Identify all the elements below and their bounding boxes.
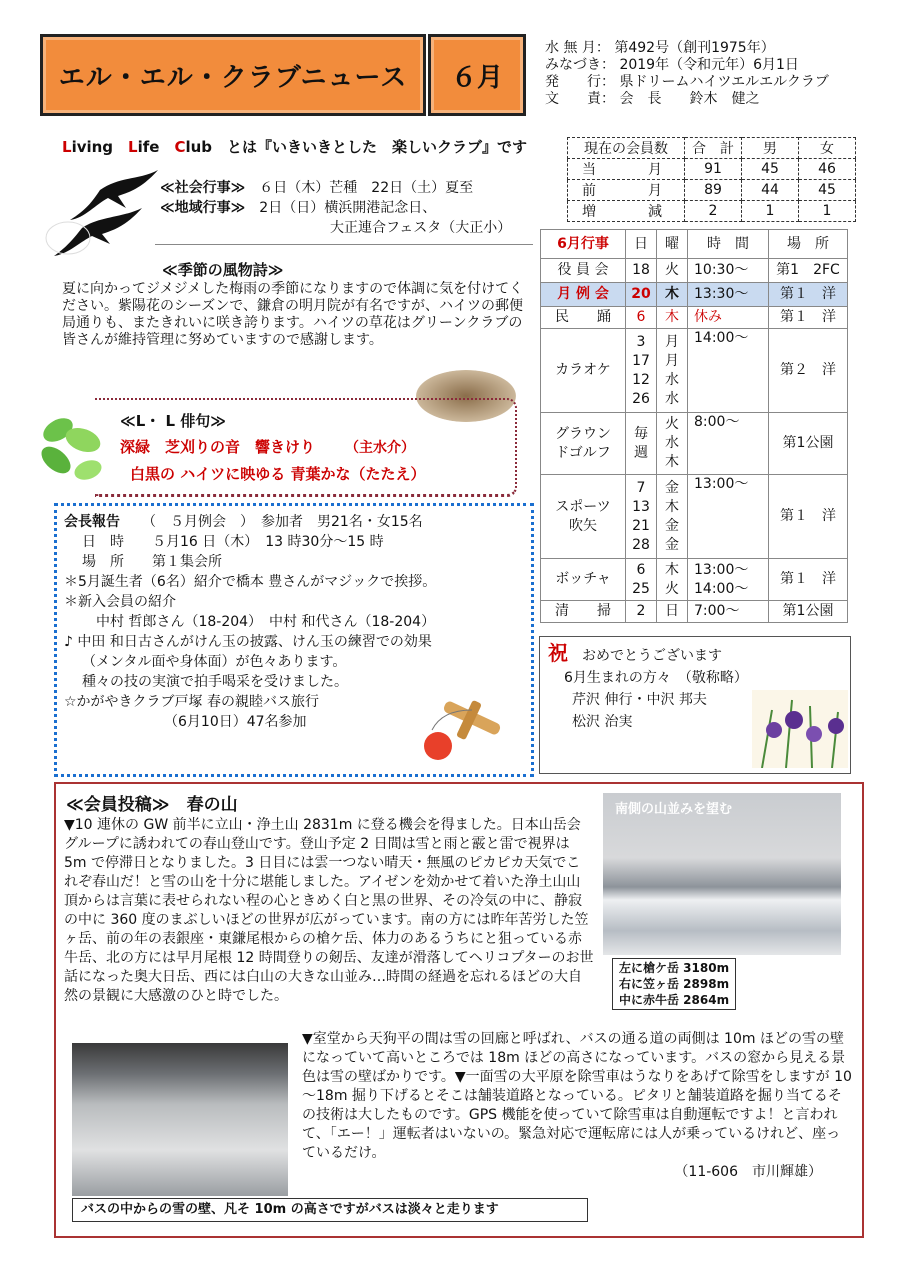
birthday-section: 祝 おめでとうございます 6月生まれの方々 （敬称略） 芹沢 伸行・中沢 邦夫 松沢 治実	[548, 641, 748, 730]
kendama-icon	[412, 690, 512, 766]
issue-number: 水 無 月： 第492号（創刊1975年）	[545, 40, 775, 56]
issue-date: みなづき： 2019年（令和元年）6月1日	[545, 57, 799, 73]
issue-info	[545, 40, 829, 108]
issue-editor: 文 責： 会 長 鈴木 健之	[545, 91, 760, 107]
member-count-table	[567, 137, 856, 222]
post-title: ≪会員投稿≫ 春の山	[66, 795, 238, 815]
table-row: 民 踊 6 木 休み 第１ 洋	[541, 307, 848, 329]
mountain-photo	[603, 793, 841, 955]
table-row: 6月行事 日 曜 時 間 場 所	[541, 230, 848, 259]
table-row: 月 例 会 20 木 13:30～ 第１ 洋	[541, 283, 848, 307]
divider	[155, 244, 533, 245]
table-row: グラウン ドゴルフ 毎 週 火 水 木 8:00～ 第1公園	[541, 413, 848, 475]
swallow-icon	[30, 168, 160, 263]
issue-publisher: 発 行： 県ドリームハイツエルエルクラブ	[545, 74, 829, 90]
table-row: 当 月 91 45 46	[568, 159, 856, 180]
table-row: 現在の会員数 合 計 男 女	[568, 138, 856, 159]
post-paragraph-2: ▼室堂から天狗平の間は雪の回廊と呼ばれ、バスの通る道の両側は 10m ほどの雪の壁になっていて高いところでは 18m ほどの高さになっています。バスの窓から見える景色は雪の壁ばかりです。▼一面雪の大平原を除雪車はうなりをあげて除雪をしますが 10～18m 掘り下げるとそこは舗装道路となっている。ピタリと舗装道路を掘り当てるその技術は大したものです。GPS 機能を使っていて除雪車は自動運転ですよ！と言われて、「エー！」運転者はいないの。緊急対応で運転席には人が乗っているけれど、座っているだけ。 （11-606 市川輝雄）	[302, 1031, 852, 1180]
season-title: ≪季節の風物詩≫	[162, 261, 284, 279]
iris-icon	[752, 690, 848, 768]
club-tagline: Living Life Club とは『いきいきとした 楽しいクラブ』です	[62, 138, 528, 156]
photo-caption: 南側の山並みを望む	[615, 802, 733, 817]
post-paragraph-1: ▼10 連休の GW 前半に立山・浄土山 2831m に登る機会を得ました。日本山岳会グループに誘われての春山登山です。登山予定 2 日間は雪と雨と霰と雷で視界は 5m で停滞日となりました。3 日目には雲一つない晴天・無風のピカピカ天気でこれぞ春山だ！と雪の山を十分に堪能しました。アイゼンを効かせて着いた浄土山山頂からは言葉に表せられない程の心ときめく白と黒の世界、その冷気の中に、静寂の中に 360 度のまぶしいほどの世界が広がっています。南の方には昨年苦労した笠ヶ岳、前の年の表銀座・東鎌尾根からの槍ケ岳、体力のあるうちにと狙っている赤牛岳、北の方には早月尾根 12 時間登りの剱岳、友達が滑落してヘリコプターのお世話になった奥大日岳、西には白山の大きな山並み…時間の経過を忘れるほどの大自然の景観に大感激のひと時でした。	[64, 817, 594, 1004]
haiku-section: ≪L・ L 俳句≫ 深緑 芝刈りの音 響きけり （主水介） 白黒の ハイツに映ゆる 青葉かな（たたえ）	[120, 408, 425, 487]
season-section	[62, 262, 532, 349]
peaks-legend: 左に槍ケ岳 3180m 右に笠ヶ岳 2898m 中に赤牛岳 2864m	[612, 958, 736, 1010]
haiku-2: 白黒の ハイツに映ゆる 青葉かな（たたえ）	[130, 465, 426, 483]
table-row: カラオケ 3 17 12 26 月 月 水 水 14:00～ 第２ 洋	[541, 329, 848, 413]
table-row: 役 員 会 18 火 10:30～ 第1 2FC	[541, 259, 848, 283]
table-row: 前 月 89 44 45	[568, 180, 856, 201]
haiku-title: ≪L・ L 俳句≫	[120, 412, 226, 430]
post-author: （11-606 市川輝雄）	[674, 1164, 822, 1180]
bus-photo-caption: バスの中からの雪の壁、凡そ 10m の高さですがバスは淡々と走ります	[72, 1198, 588, 1222]
events-section: ≪社会行事≫ ６日（木）芒種 22日（土）夏至 ≪地域行事≫ 2日（日）横浜開港記念日、 大正連合フェスタ（大正小）	[160, 180, 512, 236]
haiku-1: 深緑 芝刈りの音 響きけり	[120, 438, 316, 456]
table-row: 清 掃 2 日 7:00～ 第1公園	[541, 601, 848, 623]
table-row: スポーツ 吹矢 7 13 21 28 金 木 金 金 13:00～ 第１ 洋	[541, 475, 848, 559]
newsletter-title: エル・エル・クラブニュース	[40, 34, 426, 116]
season-text: 夏に向かってジメジメした梅雨の季節になりますので体調に気を付けてください。紫陽花のシーズンで、鎌倉の明月院が有名ですが、ハイツの郵便局通りも、またきれいに咲き誇ります。ハイツの草花はグリーンクラブの皆さんが維持管理に努めていますので感謝します。	[62, 281, 524, 348]
president-report: 会長報告 （ ５月例会 ） 参加者 男21名・女15名 日 時 ５月16 日（木） 13 時30分～15 時 場 所 第１集会所 ＊5月誕生者（6名）紹介で橋本 豊さんがマジックで挨拶。 ＊新入会員の紹介 中村 哲郎さん（18-204） 中村 和代さん（18-204） ♪ 中田 和日古さんがけん玉の披露、けん玉の練習での効果 （メンタル面や身体面）が色々あります。 種々の技の実演で拍手喝采を受けました。 ☆かがやきクラブ戸塚 春の親睦バス旅行 （6月10日）47名参加	[64, 514, 437, 730]
table-row: 増 減 2 1 1	[568, 201, 856, 222]
schedule-table	[540, 229, 848, 623]
newsletter-month: ６月	[428, 34, 526, 116]
bus-snow-wall-photo	[72, 1043, 288, 1196]
table-row: ボッチャ 6 25 木 火 13:00～ 14:00～ 第１ 洋	[541, 559, 848, 601]
